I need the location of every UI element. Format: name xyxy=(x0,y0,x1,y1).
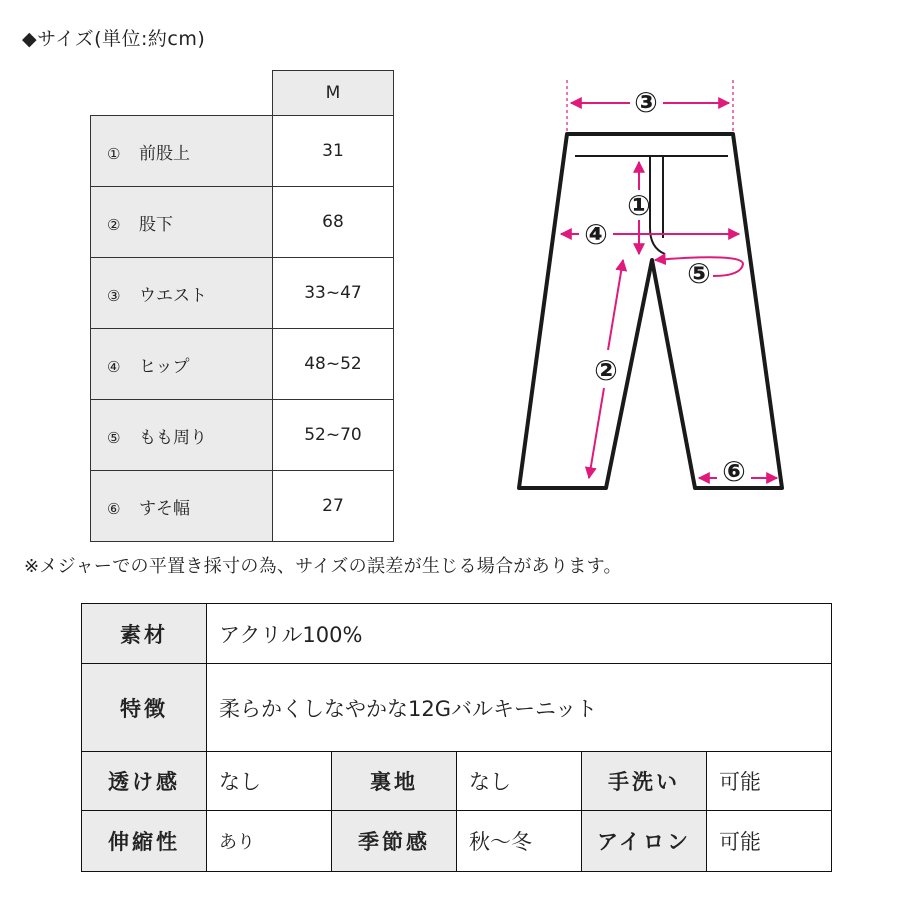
stretch-label: 伸縮性 xyxy=(82,811,207,872)
measurement-label xyxy=(91,116,273,187)
season-label: 季節感 xyxy=(332,811,457,872)
feature-label: 特徴 xyxy=(82,664,207,752)
marker-rise: ① xyxy=(627,189,651,222)
measurement-number: ③ xyxy=(107,286,121,305)
stretch-value: あり xyxy=(207,811,332,872)
measurement-value: 48~52 xyxy=(273,329,394,400)
handwash-label: 手洗い xyxy=(582,752,707,811)
iron-label: アイロン xyxy=(582,811,707,872)
measurement-value: 31 xyxy=(273,116,394,187)
page-heading: ◆サイズ(単位:約cm) xyxy=(22,28,206,50)
measurement-name: もも周り xyxy=(139,427,207,448)
table-row xyxy=(91,400,394,471)
sheer-label: 透け感 xyxy=(82,752,207,811)
marker-waist: ③ xyxy=(634,86,658,119)
marker-hem: ⑥ xyxy=(722,455,746,488)
measurement-name: 股下 xyxy=(139,214,173,235)
lining-label: 裏地 xyxy=(332,752,457,811)
season-value: 秋〜冬 xyxy=(457,811,582,872)
measurement-value: 68 xyxy=(273,187,394,258)
header-blank-cell xyxy=(91,71,273,116)
feature-value: 柔らかくしなやかな12Gバルキーニット xyxy=(207,664,832,752)
table-row xyxy=(91,329,394,400)
measurement-label xyxy=(91,258,273,329)
handwash-value: 可能 xyxy=(707,752,832,811)
measurement-note: ※メジャーでの平置き採寸の為、サイズの誤差が生じる場合があります。 xyxy=(24,556,622,577)
measurement-number: ⑥ xyxy=(107,499,121,518)
table-row xyxy=(82,664,832,752)
measurement-name: 前股上 xyxy=(139,143,190,164)
sheer-value: なし xyxy=(207,752,332,811)
measurement-label xyxy=(91,471,273,542)
measurement-name: すそ幅 xyxy=(139,498,190,519)
spec-table xyxy=(81,603,832,872)
measurement-value: 52~70 xyxy=(273,400,394,471)
measurement-value: 33~47 xyxy=(273,258,394,329)
size-table-header xyxy=(91,71,394,116)
measurement-number: ① xyxy=(107,144,121,163)
measurement-number: ④ xyxy=(107,357,121,376)
table-row xyxy=(82,604,832,664)
table-row xyxy=(91,116,394,187)
lining-value: なし xyxy=(457,752,582,811)
table-row xyxy=(91,471,394,542)
measurement-label xyxy=(91,400,273,471)
iron-value: 可能 xyxy=(707,811,832,872)
marker-hip: ④ xyxy=(584,218,608,251)
measurement-label xyxy=(91,329,273,400)
measurement-name: ヒップ xyxy=(139,356,190,377)
measurement-number: ⑤ xyxy=(107,428,121,447)
table-row xyxy=(91,258,394,329)
table-row xyxy=(82,811,832,872)
size-column-header: M xyxy=(273,71,394,116)
table-row xyxy=(82,752,832,811)
measurement-number: ② xyxy=(107,215,121,234)
material-value: アクリル100% xyxy=(207,604,832,664)
marker-inseam: ② xyxy=(594,354,618,387)
size-table xyxy=(90,70,394,542)
measurement-value: 27 xyxy=(273,471,394,542)
material-label: 素材 xyxy=(82,604,207,664)
table-row xyxy=(91,187,394,258)
measurement-name: ウエスト xyxy=(139,285,207,306)
marker-thigh: ⑤ xyxy=(687,257,711,290)
measurement-label xyxy=(91,187,273,258)
pants-diagram xyxy=(505,68,795,498)
